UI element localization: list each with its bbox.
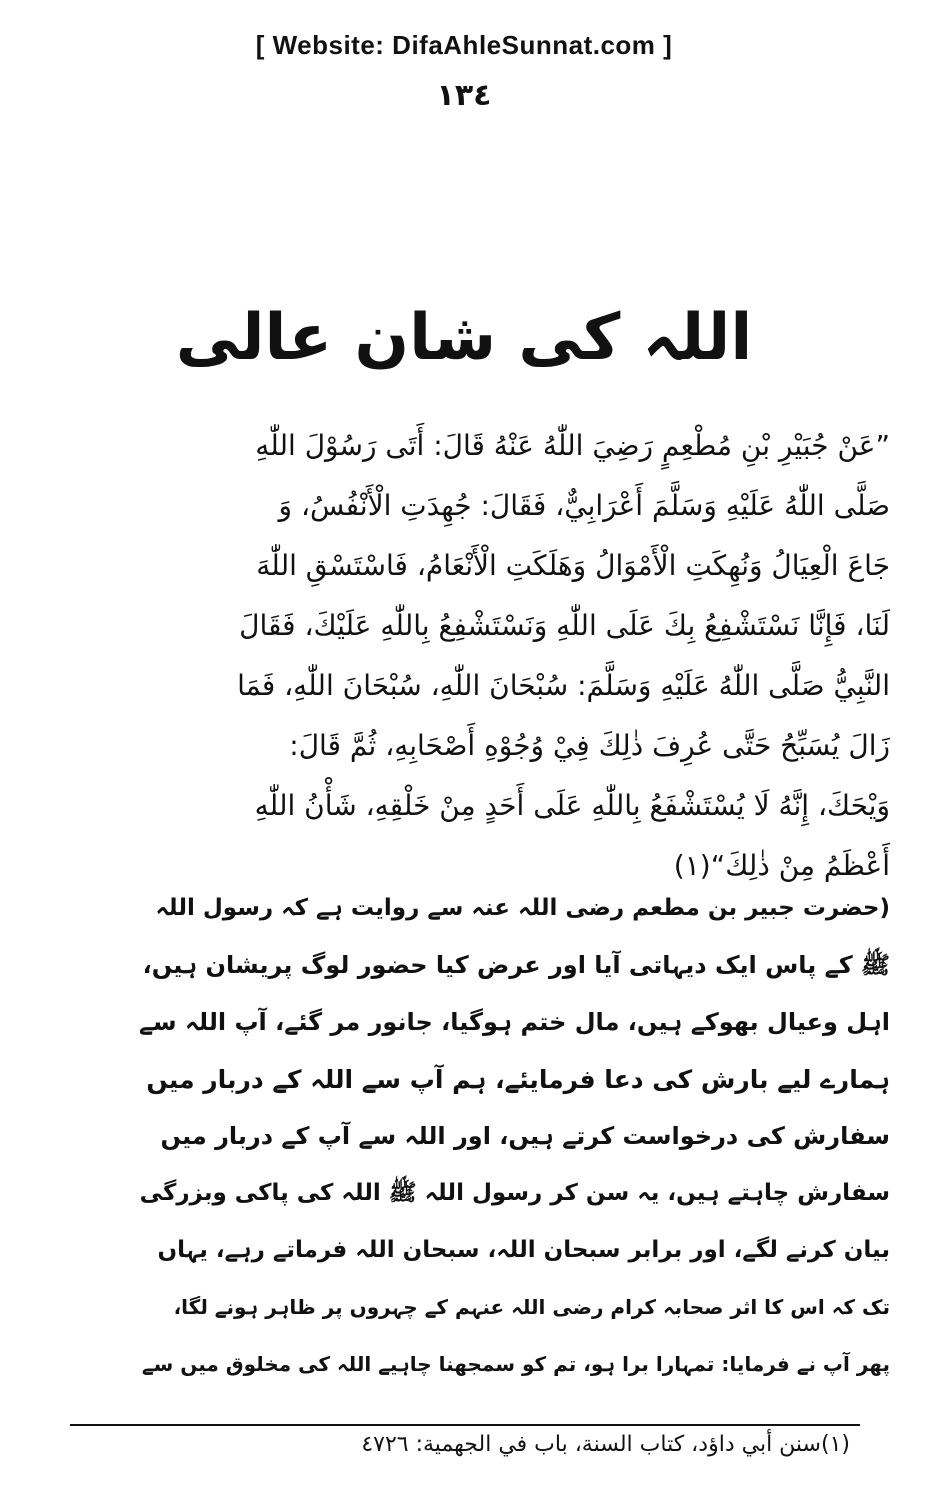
footnote-divider bbox=[70, 1424, 860, 1426]
arabic-line: زَالَ يُسَبِّحُ حَتَّى عُرِفَ ذٰلِكَ فِيْ وُجُوْهِ أَصْحَابِهِ، ثُمَّ قَالَ: bbox=[289, 729, 890, 762]
urdu-line: ہمارے لیے بارش کی دعا فرمایئے، ہم آپ سے اللہ کے دربار میں bbox=[146, 1065, 890, 1094]
urdu-line: تک کہ اس کا اثر صحابہ کرام رضی اللہ عنہم کے چہروں پر ظاہر ہونے لگا، bbox=[173, 1295, 890, 1319]
urdu-line: سفارش چاہتے ہیں، یہ سن کر رسول اللہ ﷺ اللہ کی پاکی وبزرگی bbox=[139, 1180, 890, 1206]
page-number: ١٣٤ bbox=[436, 78, 492, 113]
urdu-line: اہل وعیال بھوکے ہیں، مال ختم ہوگیا، جانور مر گئے، آپ اللہ سے bbox=[138, 1008, 890, 1036]
urdu-translation bbox=[140, 880, 890, 1393]
urdu-line: ﷺ کے پاس ایک دیہاتی آیا اور عرض کیا حضور لوگ پریشان ہیں، bbox=[142, 951, 890, 979]
website-header: [ Website: DifaAhleSunnat.com ] bbox=[255, 30, 673, 60]
urdu-line: (حضرت جبیر بن مطعم رضی اللہ عنہ سے روایت ہے کہ رسول اللہ bbox=[155, 895, 890, 921]
arabic-hadith-text bbox=[120, 416, 890, 896]
urdu-line: سفارش کی درخواست کرتے ہیں، اور اللہ سے آپ کے دربار میں bbox=[160, 1122, 890, 1150]
arabic-line: صَلَّى اللّٰهُ عَلَيْهِ وَسَلَّمَ أَعْرَابِيٌّ، فَقَالَ: جُهِدَتِ الْأَنْفُسُ، وَ bbox=[278, 489, 890, 522]
arabic-line: أَعْظَمُ مِنْ ذٰلِكَ“(١) bbox=[673, 849, 890, 882]
footnote: (١)سنن أبي داؤد، كتاب السنة، باب في الجهمية: ٤٧٢٦ bbox=[361, 1432, 850, 1457]
arabic-line: لَنَا، فَإِنَّا نَسْتَشْفِعُ بِكَ عَلَى اللّٰهِ وَنَسْتَشْفِعُ بِاللّٰهِ عَلَيْكَ، فَقَالَ bbox=[239, 609, 890, 642]
page-title: اللہ کی شان عالی bbox=[175, 301, 753, 375]
arabic-line: ”عَنْ جُبَيْرِ بْنِ مُطْعِمٍ رَضِيَ اللّٰهُ عَنْهُ قَالَ: أَتَى رَسُوْلَ اللّٰهِ bbox=[255, 429, 890, 462]
arabic-line: النَّبِيُّ صَلَّى اللّٰهُ عَلَيْهِ وَسَلَّمَ: سُبْحَانَ اللّٰهِ، سُبْحَانَ اللّٰهِ، فَمَا bbox=[237, 669, 890, 702]
arabic-line: جَاعَ الْعِيَالُ وَنُهِكَتِ الْأَمْوَالُ وَهَلَكَتِ الْأَنْعَامُ، فَاسْتَسْقِ اللّٰهَ bbox=[256, 549, 890, 582]
urdu-line: بیان کرنے لگے، اور برابر سبحان اللہ، سبحان اللہ فرماتے رہے، یہاں bbox=[157, 1237, 890, 1263]
arabic-line: وَيْحَكَ، إِنَّهُ لَا يُسْتَشْفَعُ بِاللّٰهِ عَلَى أَحَدٍ مِنْ خَلْقِهِ، شَأْنُ اللّٰهِ bbox=[254, 789, 890, 822]
urdu-line: پھر آپ نے فرمایا: تمہارا برا ہو، تم کو سمجھنا چاہیے اللہ کی مخلوق میں سے bbox=[141, 1352, 890, 1376]
